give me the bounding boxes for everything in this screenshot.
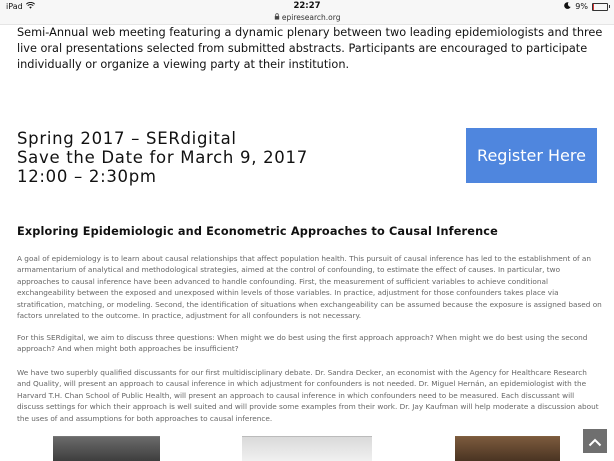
chevron-up-icon [588,432,602,451]
scroll-to-top-button[interactable] [583,429,607,453]
device-label: iPad [6,2,23,11]
speaker-photo [53,436,160,461]
intro-text: Semi-Annual web meeting featuring a dynamic plenary between two leading epidemiologists and three live oral presentations selected from submitted abstracts. Participants are encouraged to participate individually or organize a viewing party at their institution. [17,26,603,71]
event-title: Spring 2017 – SERdigital [17,129,237,148]
section-title: Exploring Epidemiologic and Econometric Approaches to Causal Inference [17,225,498,238]
event-time: 12:00 – 2:30pm [17,167,157,186]
battery-fill [593,4,594,10]
speaker-photo [455,436,560,461]
status-bar [0,0,614,12]
paragraph-questions: For this SERdigital, we aim to discuss three questions: When might we do best using the first approach approach? When might we do best using the second approach? And when might both approaches be insufficient? [17,333,588,354]
status-time: 22:27 [293,1,321,11]
browser-url-bar[interactable] [0,12,614,25]
paragraph-causal-inference: A goal of epidemiology is to learn about causal relationships that affect population health. This pursuit of causal inference has led to the establishment of an armamentarium of analytical and methodological strategies, aimed at the control of confounding, to estimate the effect of causes. In particular, two approaches to causal inference have been advanced to handle confounding. First, the measurement of sufficient variables to achieve conditional exchangeability between the exposed and unexposed within levels of those variables. In practice, adjustment for those confounders takes place via stratification, matching, or modeling. Second, the identification of situations when exchangeability can be assumed because the exposure is assigned based on factors unrelated to the outcome. In practice, adjustment for all confounders is not necessary. [17,254,602,321]
url-display[interactable] [0,13,614,22]
paragraph-discussants: We have two superbly qualified discussants for our first multidisciplinary debate. Dr. Sandra Decker, an economist with the Agency for Healthcare Research and Quality, will present an approach to causal inference in which adjustment for confounders is not needed. Dr. Miguel Hernán, an epidemiologist with the Harvard T.H. Chan School of Public Health, will present an approach to causal inference in which confounders need to be measured. Each discussant will discuss settings for which their approach is well suited and will provide some examples from their work. Dr. Jay Kaufman will help moderate a discussion about the uses of and assumptions for both approaches to causal inference. [17,368,599,423]
lock-icon [274,13,282,22]
event-date: Save the Date for March 9, 2017 [17,148,308,167]
battery-percent: 9% [575,2,588,11]
moon-icon [564,2,571,11]
speaker-photo [242,436,372,461]
battery-icon [592,3,608,11]
url-text: epiresearch.org [281,13,341,22]
status-right [564,2,608,11]
register-button[interactable]: Register Here [466,128,597,183]
event-heading [17,129,437,186]
